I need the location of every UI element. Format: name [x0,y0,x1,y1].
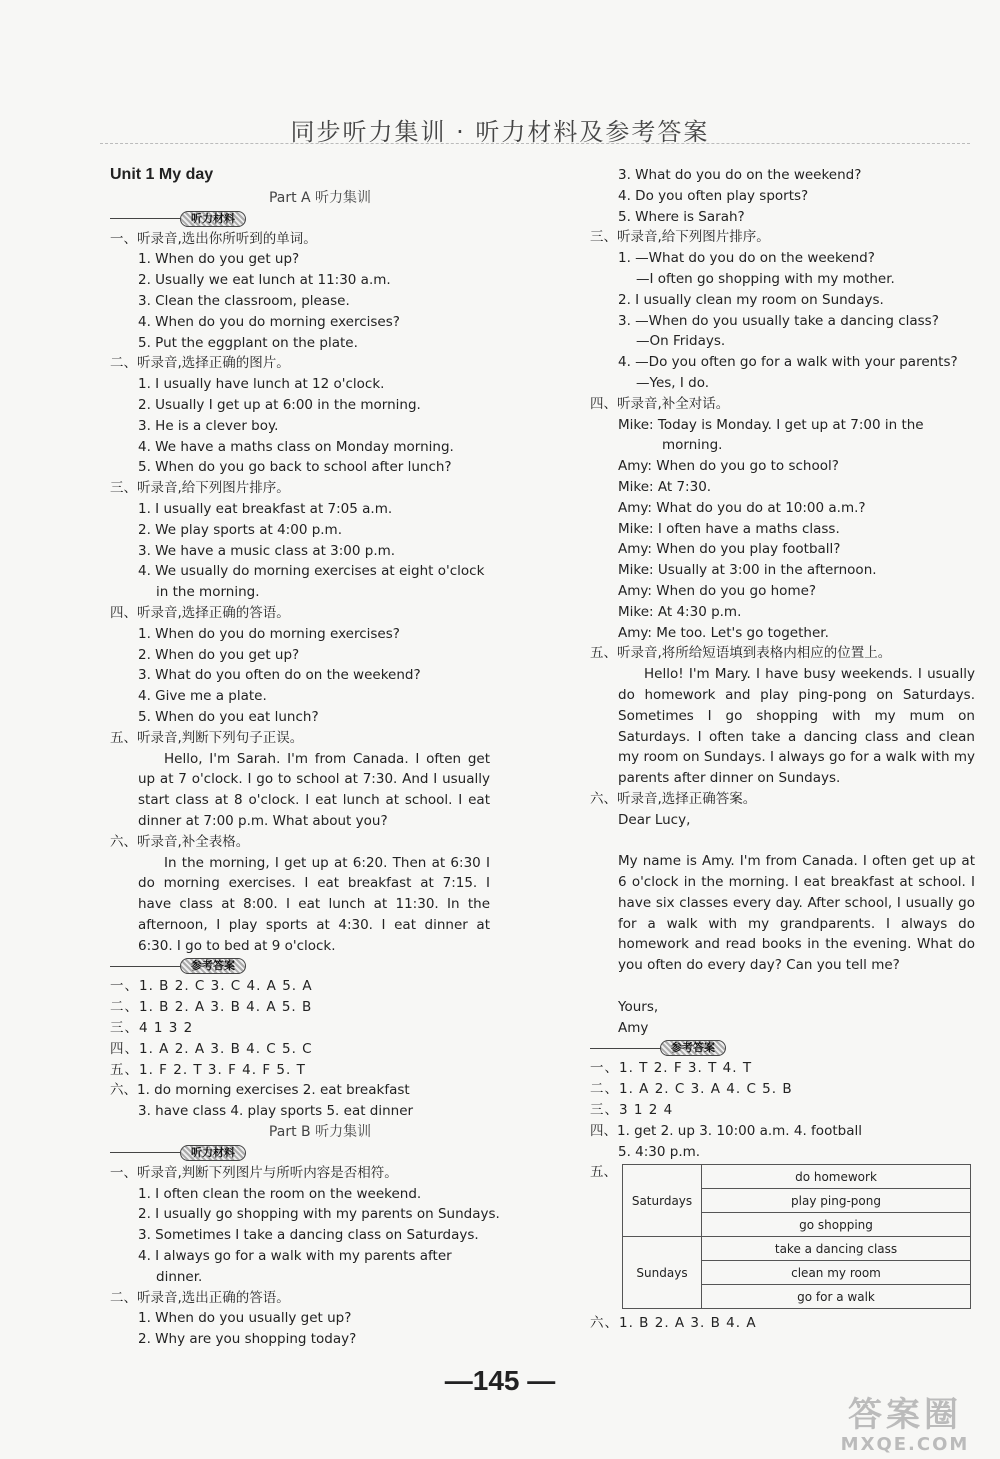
letter-closing: Yours, [618,998,659,1015]
table-label: 五、 [590,1164,617,1181]
list-item: 2. I usually clean my room on Sundays. [618,291,884,308]
answer-tag-row [590,1038,975,1058]
table-cell: go shopping [702,1213,971,1237]
list-item: 5. Where is Sarah? [618,208,745,225]
dialogue-line: Mike: At 4:30 p.m. [618,603,742,620]
section-title: 六、听录音,选择正确答案。 [590,790,757,807]
tag-rule [110,218,180,219]
material-tag-row [110,209,490,229]
section-title: 五、听录音,判断下列句子正误。 [110,729,304,746]
list-item: —Yes, I do. [636,374,710,391]
section-title: 二、听录音,选出正确的答语。 [110,1289,290,1306]
page-title: 同步听力集训 · 听力材料及参考答案 [290,118,710,146]
passage-text: Hello! I'm Mary. I have busy weekends. I usually do homework and play ping-pong on Saturdays. Sometimes I go shopping with my mum on Saturdays. I often take a dancing class and clean my room on Sundays. I always go for a walk with my parents after dinner on Sundays. [618,666,975,787]
letter-signature: Amy [618,1019,649,1036]
dialogue-line: Amy: When do you go to school? [618,458,839,475]
answer-line: 二、1. B 2. A 3. B 4. A 5. B [110,999,313,1016]
section-title: 三、听录音,给下列图片排序。 [590,229,770,246]
answer-line-continuation: 3. have class 4. play sports 5. eat dinner [138,1103,414,1120]
list-item: 4. —Do you often go for a walk with your parents? [618,354,958,371]
list-item: 1. When do you do morning exercises? [138,625,400,642]
list-item-continuation: dinner. [156,1268,203,1285]
tag-rule [590,1048,660,1049]
unit-title: Unit 1 My day [110,166,214,183]
tag-rule [110,1152,180,1153]
list-item: 1. —What do you do on the weekend? [618,250,875,267]
dialogue-line: Amy: When do you go home? [618,582,817,599]
answer-line: 四、1. A 2. A 3. B 4. C 5. C [110,1040,313,1057]
answer-line-continuation: 5. 4:30 p.m. [618,1143,701,1160]
answer-line: 三、3 1 2 4 [590,1102,674,1119]
list-item: 5. When do you eat lunch? [138,708,319,725]
list-item: 3. What do you often do on the weekend? [138,667,421,684]
right-column [590,165,975,1334]
dialogue-line: Mike: Usually at 3:00 in the afternoon. [618,562,877,579]
section-title: 四、听录音,选择正确的答语。 [110,604,290,621]
list-item: 3. What do you do on the weekend? [618,167,862,183]
table-cell: play ping-pong [702,1189,971,1213]
list-item: 2. Usually we eat lunch at 11:30 a.m. [138,272,391,289]
letter-greeting: Dear Lucy, [618,811,691,828]
watermark-url: MXQE.COM [840,1434,970,1455]
list-item: 4. When do you do morning exercises? [138,313,400,330]
list-item: 4. Give me a plate. [138,688,267,705]
table-cell: go for a walk [702,1285,971,1309]
letter-body: My name is Amy. I'm from Canada. I often get up at 6 o'clock in the morning. I eat breakfast at school. I have six classes every day. After school, I usually go for a walk with my grandparents. I always do homework and read books in the evening. What do you often do every day? Can you tell me? [618,853,975,974]
list-item-continuation: in the morning. [156,584,260,601]
watermark-logo [820,1395,990,1455]
dialogue-line: Amy: What do you do at 10:00 a.m.? [618,499,866,516]
section-title: 二、听录音,选择正确的图片。 [110,355,290,372]
answer-table-block [590,1162,975,1309]
dialogue-line-continuation: morning. [662,437,723,454]
list-item: 1. I usually have lunch at 12 o'clock. [138,376,385,393]
answer-tag-row [110,956,490,976]
material-tag-row [110,1143,490,1163]
list-item: 3. We have a music class at 3:00 p.m. [138,542,396,559]
answer-line: 六、1. B 2. A 3. B 4. A [590,1315,757,1332]
title-divider [100,143,970,144]
answer-table [622,1164,971,1309]
list-item: 5. Put the eggplant on the plate. [138,334,358,351]
left-column [110,165,500,1350]
page-number: —145 — [444,1365,556,1396]
list-item: 2. Usually I get up at 6:00 in the morning. [138,396,421,413]
dialogue-line: Mike: I often have a maths class. [618,520,840,537]
answer-line: 六、1. do morning exercises 2. eat breakfast [110,1082,410,1099]
section-title: 一、听录音,选出你所听到的单词。 [110,230,317,247]
dialogue-line: Mike: Today is Monday. I get up at 7:00 in the [618,416,924,433]
passage-text: In the morning, I get up at 6:20. Then at 6:30 I do morning exercises. I eat breakfast at 7:15. I have class at 8:00. I eat lunch at 11:30. In the afternoon, I play sports at 4:30. I eat dinner at 6:30. I go to bed at 9 o'clock. [138,854,490,954]
list-item: 3. —When do you usually take a dancing class? [618,312,939,329]
section-title: 六、听录音,补全表格。 [110,833,250,850]
answer-line: 一、1. T 2. F 3. T 4. T [590,1060,753,1077]
list-item: 1. When do you usually get up? [138,1310,352,1327]
part-b-title: Part B 听力集训 [268,1124,372,1141]
list-item: 3. Clean the classroom, please. [138,292,350,309]
dialogue-line: Amy: When do you play football? [618,541,841,558]
passage-text: Hello, I'm Sarah. I'm from Canada. I often get up at 7 o'clock. I go to school at 7:30. And I usually start class at 8 o'clock. I eat lunch at school. I eat dinner at 7:00 p.m. What about you? [138,750,490,829]
list-item: 3. Sometimes I take a dancing class on Saturdays. [138,1227,479,1244]
answer-tag: 参考答案 [180,958,246,974]
section-title: 三、听录音,给下列图片排序。 [110,480,290,497]
list-item: —On Fridays. [636,333,726,350]
list-item: 2. We play sports at 4:00 p.m. [138,521,342,538]
list-item: 4. Do you often play sports? [618,187,809,204]
section-title: 五、听录音,将所给短语填到表格内相应的位置上。 [590,645,892,662]
dialogue-line: Amy: Me too. Let's go together. [618,624,829,641]
table-cell: do homework [702,1165,971,1189]
list-item: 4. We usually do morning exercises at eight o'clock [138,563,485,580]
list-item: —I often go shopping with my mother. [636,270,895,287]
answer-line: 三、4 1 3 2 [110,1020,194,1037]
list-item: 2. I usually go shopping with my parents on Sundays. [138,1206,500,1223]
section-title: 一、听录音,判断下列图片与所听内容是否相符。 [110,1164,398,1181]
table-row [623,1237,971,1261]
material-tag: 听力材料 [180,1145,246,1161]
list-item: 4. I always go for a walk with my parents after [138,1248,452,1265]
list-item: 5. When do you go back to school after lunch? [138,459,452,476]
list-item: 1. When do you get up? [138,251,300,268]
section-title: 四、听录音,补全对话。 [590,395,730,412]
answer-line: 四、1. get 2. up 3. 10:00 a.m. 4. football [590,1122,862,1139]
list-item: 1. I usually eat breakfast at 7:05 a.m. [138,500,393,517]
table-cell: take a dancing class [702,1237,971,1261]
table-row [623,1165,971,1189]
tag-rule [110,966,180,967]
material-tag: 听力材料 [180,211,246,227]
watermark-text: 答案圈 [848,1395,962,1435]
dialogue-line: Mike: At 7:30. [618,478,712,495]
part-a-title: Part A 听力集训 [268,189,372,206]
table-cell: clean my room [702,1261,971,1285]
list-item: 2. Why are you shopping today? [138,1331,357,1348]
answer-line: 五、1. F 2. T 3. F 4. F 5. T [110,1061,306,1078]
answer-line: 二、1. A 2. C 3. A 4. C 5. B [590,1081,793,1098]
list-item: 4. We have a maths class on Monday morning. [138,438,454,455]
answer-line: 一、1. B 2. C 3. C 4. A 5. A [110,978,313,995]
table-cell-saturdays: Saturdays [623,1165,702,1237]
list-item: 1. I often clean the room on the weekend. [138,1185,422,1202]
table-cell-sundays: Sundays [623,1237,702,1309]
answer-tag: 参考答案 [660,1040,726,1056]
list-item: 3. He is a clever boy. [138,417,279,434]
list-item: 2. When do you get up? [138,646,300,663]
